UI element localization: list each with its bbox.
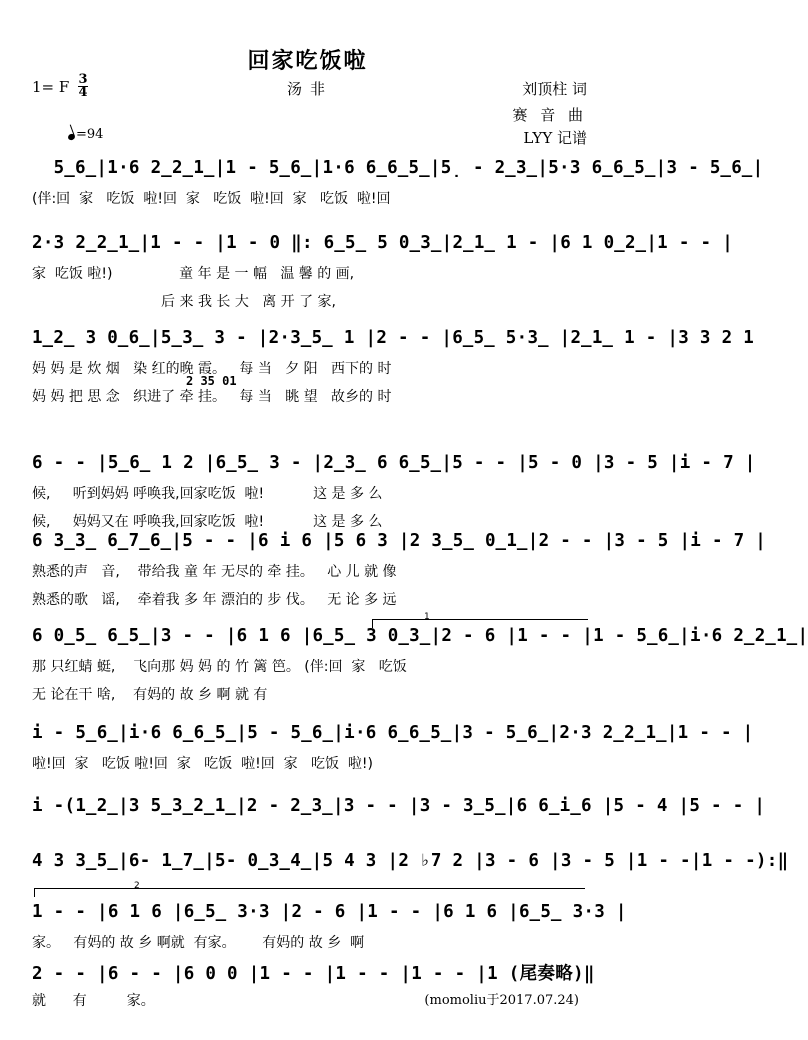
lyric-line: (伴:回 家 吃饭 啦!回 家 吃饭 啦!回 家 吃饭 啦!回	[32, 191, 391, 207]
tempo-value: =94	[76, 127, 104, 142]
music-line: 6 3̲3̲ 6̲7̲6̲|5 - - |6 i 6 |5 6 3 |2 3̲5̲ 0̲1̲|2 - - |3 - 5 |i - 7 |	[32, 531, 767, 551]
inline-small-notation: 2 35 01	[186, 374, 237, 388]
lyric-line: 无 论在干 啥, 有妈的 故 乡 啊 就 有	[32, 687, 268, 703]
volta-label-2: 2	[134, 881, 140, 891]
lyric-line: 妈 妈 把 思 念 织进了 牵 挂。 每 当 眺 望 故乡的 时	[32, 389, 392, 405]
time-sig-top: 3	[78, 72, 88, 87]
lyric-line: 候, 妈妈又在 呼唤我,回家吃饭 啦! 这 是 多 么	[32, 514, 383, 530]
transcription-signature: (momoliu于2017.07.24)	[424, 993, 579, 1008]
music-line: i -(1̲2̲|3 5̲3̲2̲1̲|2 - 2̲3̲|3 - - |3 - 3̲5̲|6 6̲i̲6 |5 - 4 |5 - - |	[32, 796, 766, 816]
lyric-line: 就 有 家。	[32, 993, 155, 1009]
composer-credit: 赛 音 曲	[512, 106, 587, 124]
music-line: 4 3 3̲5̲|6- 1̲7̲|5- 0̲3̲4̲|5 4 3 |2 ♭7 2 |3 - 6 |3 - 5 |1 - -|1 - -):‖	[32, 851, 789, 871]
music-line: 2 - - |6 - - |6 0 0 |1 - - |1 - - |1 - - |1 (尾奏略)‖	[32, 964, 595, 984]
music-line: i - 5̲6̲|i·6 6̲6̲5̲|5 - 5̲6̲|i·6 6̲6̲5̲|3 - 5̲6̲|2·3 2̲2̲1̲|1 - - |	[32, 723, 754, 743]
lyric-line: 候, 听到妈妈 呼唤我,回家吃饭 啦! 这 是 多 么	[32, 486, 383, 502]
tempo-mark	[68, 127, 103, 142]
lyric-line: 家。 有妈的 故 乡 啊就 有家。 有妈的 故 乡 啊	[32, 935, 365, 951]
lyric-line: 家 吃饭 啦!) 童 年 是 一 幅 温 馨 的 画,	[32, 266, 355, 282]
volta-bracket-2	[34, 888, 585, 897]
music-line: 6 - - |5̲6̲ 1 2 |6̲5̲ 3 - |2̲3̲ 6 6̲5̲|5 - - |5 - 0 |3 - 5 |i - 7 |	[32, 453, 756, 473]
lyric-line: 啦!回 家 吃饭 啦!回 家 吃饭 啦!回 家 吃饭 啦!)	[32, 756, 373, 772]
music-line: 5̲6̲|1·6 2̲2̲1̲|1 - 5̲6̲|1·6 6̲6̲5̲|5̣ - 2̲3̲|5·3 6̲6̲5̲|3 - 5̲6̲|	[32, 158, 764, 178]
singer-name: 汤非	[287, 80, 334, 98]
time-signature	[78, 74, 88, 99]
lyric-line: 熟悉的声 音, 带给我 童 年 无尽的 牵 挂。 心 儿 就 像	[32, 564, 397, 580]
volta-label-1: 1	[424, 612, 430, 622]
lyricist-credit: 刘顶柱 词	[522, 80, 587, 98]
music-line: 2·3 2̲2̲1̲|1 - - |1 - 0 ‖: 6̲5̲ 5 0̲3̲|2̲1̲ 1 - |6 1 0̲2̲|1 - - |	[32, 233, 734, 253]
volta-bracket-1	[372, 619, 588, 628]
lyric-line: 妈 妈 是 炊 烟 染 红的晚 霞。 每 当 夕 阳 西下的 时	[32, 361, 392, 377]
lyric-line: 熟悉的歌 谣, 牵着我 多 年 漂泊的 步 伐。 无 论 多 远	[32, 592, 397, 608]
music-line: 1̲2̲ 3 0̲6̲|5̲3̲ 3 - |2·3̲5̲ 1 |2 - - |6̲5̲ 5·3̲ |2̲1̲ 1 - |3 3 2 1	[32, 328, 755, 348]
music-line: 1 - - |6 1 6 |6̲5̲ 3·3 |2 - 6 |1 - - |6 1 6 |6̲5̲ 3·3 |	[32, 902, 627, 922]
lyric-line: 后 来 我 长 大 离 开 了 家,	[32, 294, 337, 310]
lyric-line: 那 只红蜻 蜓, 飞向那 妈 妈 的 竹 篱 笆。 (伴:回 家 吃饭	[32, 659, 407, 675]
time-sig-bottom: 4	[78, 85, 88, 100]
key-signature: 1= F	[32, 78, 70, 96]
song-title: 回家吃饭啦	[247, 48, 368, 74]
music-line: 6 0̲5̲ 6̲5̲|3 - - |6 1 6 |6̲5̲ 3 0̲3̲|2 - 6 |1 - - |1 - 5̲6̲|i·6 2̲2̲1̲|	[32, 626, 808, 646]
quarter-note-icon	[67, 133, 76, 141]
transcriber-credit: LYY 记谱	[523, 129, 587, 147]
